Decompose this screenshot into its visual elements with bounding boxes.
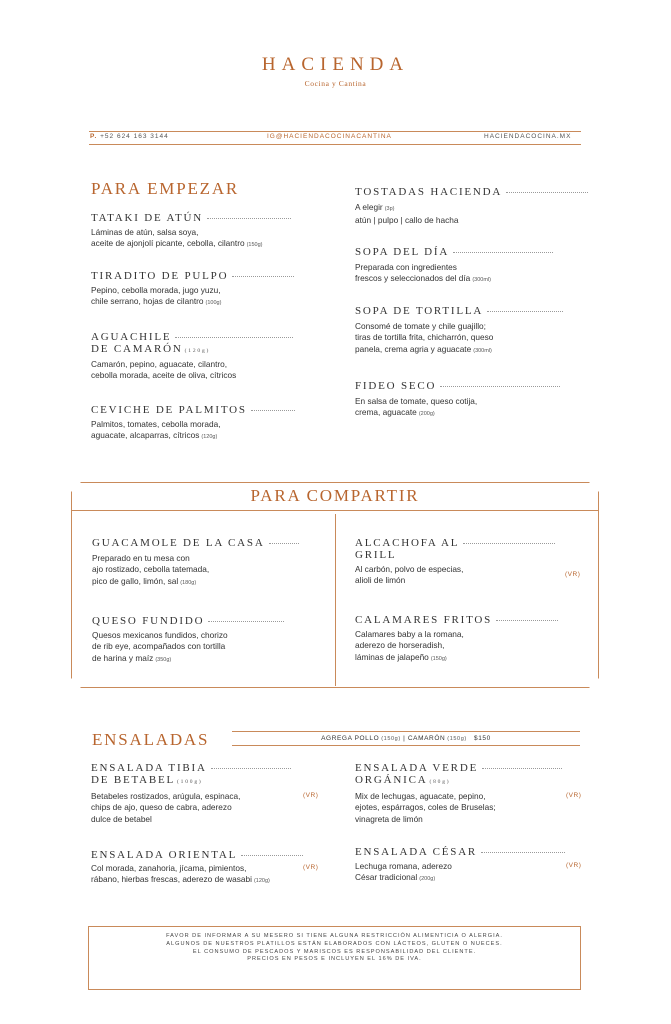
- section-title-para-compartir: PARA COMPARTIR: [250, 486, 420, 505]
- contact-rule-top: [89, 131, 581, 132]
- menu-item-tostadas: TOSTADAS HACIENDA A elegir (3p) atún | pulpo | callo de hacha: [355, 186, 588, 227]
- para-compartir-column-divider: [335, 514, 336, 686]
- vegetarian-tag: (VR): [303, 792, 319, 799]
- vegetarian-tag: (VR): [566, 862, 582, 869]
- vegetarian-tag: (VR): [303, 864, 319, 871]
- menu-item-ensalada-cesar: ENSALADA CÉSAR Lechuga romana, aderezo César tradicional (200g): [355, 846, 565, 886]
- menu-item-tataki: TATAKI DE ATÚN Láminas de atún, salsa soya, aceite de ajonjolí picante, cebolla, cilantro (150g): [91, 212, 291, 252]
- menu-item-alcachofa: ALCACHOFA AL GRILL Al carbón, polvo de especias, alioli de limón: [355, 537, 555, 587]
- menu-item-queso-fundido: QUESO FUNDIDO Quesos mexicanos fundidos, chorizo de rib eye, acompañados con tortilla de harina y maíz (350g): [92, 615, 284, 666]
- section-title-ensaladas: ENSALADAS: [92, 730, 210, 749]
- brand-tagline: Cocina y Cantina: [304, 79, 367, 88]
- menu-item-ensalada-verde: ENSALADA VERDE ORGÁNICA (80g) Mix de lechugas, aguacate, pepino, ejotes, espárragos, coles de Bruselas; vinagreta de limón: [355, 762, 562, 825]
- menu-item-ensalada-tibia: ENSALADA TIBIA DE BETABEL (100g) Betabeles rostizados, arúgula, espinaca, chips de ajo, queso de cabra, aderezo dulce de betabel: [91, 762, 291, 825]
- menu-item-sopa-del-dia: SOPA DEL DÍA Preparada con ingredientes frescos y seleccionados del día (300ml): [355, 246, 553, 287]
- menu-item-aguachile: AGUACHILE DE CAMARÓN (120g) Camarón, pepino, aguacate, cilantro, cebolla morada, aceite de oliva, cítricos: [91, 331, 293, 382]
- para-compartir-header-rule: [72, 510, 598, 511]
- menu-item-ceviche: CEVICHE DE PALMITOS Palmitos, tomates, cebolla morada, aguacate, alcaparras, cítricos (120g): [91, 404, 295, 444]
- section-title-para-empezar: PARA EMPEZAR: [91, 179, 240, 198]
- menu-item-calamares: CALAMARES FRITOS Calamares baby a la romana, aderezo de horseradish, láminas de jalapeño (150g): [355, 614, 558, 665]
- menu-item-ensalada-oriental: ENSALADA ORIENTAL Col morada, zanahoria, jícama, pimientos, rábano, hierbas frescas, aderezo de wasabi (120g): [91, 849, 303, 888]
- contact-website[interactable]: HACIENDACOCINA.MX: [484, 133, 572, 140]
- ensaladas-rule-bottom: [232, 745, 580, 746]
- menu-item-tiradito: TIRADITO DE PULPO Pepino, cebolla morada, jugo yuzu, chile serrano, hojas de cilantro (100g): [91, 270, 294, 310]
- menu-item-guacamole: GUACAMOLE DE LA CASA Preparado en tu mesa con ajo rostizado, cebolla tatemada, pico de gallo, limón, sal (180g): [92, 537, 299, 589]
- menu-item-sopa-tortilla: SOPA DE TORTILLA Consomé de tomate y chile guajillo; tiras de tortilla frita, chicharrón, queso panela, crema agria y aguacate (300ml): [355, 305, 563, 357]
- contact-rule-bottom: [89, 144, 581, 145]
- vegetarian-tag: (VR): [565, 571, 581, 578]
- contact-instagram[interactable]: IG@HACIENDACOCINACANTINA: [267, 133, 392, 140]
- vegetarian-tag: (VR): [566, 792, 582, 799]
- ensaladas-addon: AGREGA POLLO (150g) | CAMARÓN (150g) $150: [321, 735, 491, 742]
- allergy-notice: FAVOR DE INFORMAR A SU MESERO SI TIENE ALGUNA RESTRICCIÓN ALIMENTICIA O ALERGIA. ALGUNOS DE NUESTROS PLATILLOS ESTÁN ELABORADOS CON LÁCTEOS, GLUTEN O NUECES. EL CONSUMO DE PESCADOS Y MARISCOS ES RESPONSABILIDAD DEL CLIENTE. PRECIOS EN PESOS E INCLUYEN EL 16% DE IVA.: [166, 933, 503, 963]
- contact-phone[interactable]: P. +52 624 163 3144: [90, 133, 169, 140]
- brand-logo: HACIENDA: [261, 54, 410, 75]
- addon-price: $150: [474, 735, 491, 742]
- ensaladas-rule-top: [232, 731, 580, 732]
- menu-item-fideo-seco: FIDEO SECO En salsa de tomate, queso cotija, crema, aguacate (200g): [355, 380, 560, 421]
